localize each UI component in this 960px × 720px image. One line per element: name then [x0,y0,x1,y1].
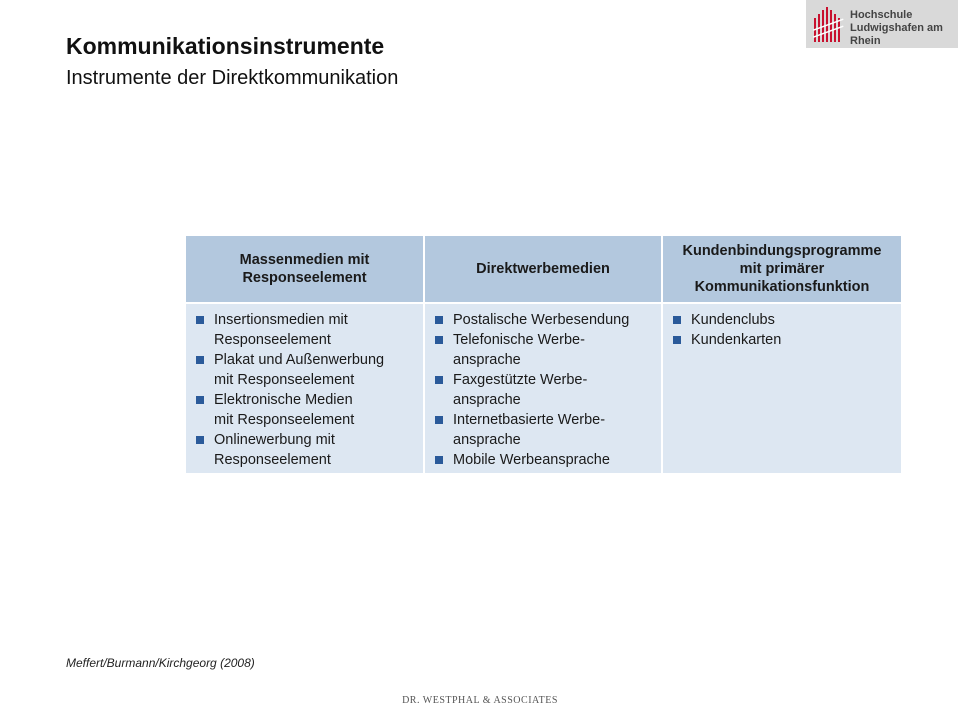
item-line: Responseelement [214,452,331,468]
table-header-col-1 [186,236,425,304]
table-header-col-2 [425,236,663,304]
square-bullet-icon [196,436,204,444]
communication-instruments-table [186,236,901,473]
square-bullet-icon [435,316,443,324]
item-line: Mobile Werbeansprache [453,452,610,468]
item-line: ansprache [453,392,521,408]
table-cell-col-3 [663,304,901,473]
slide-subtitle: Instrumente der Direktkommunikation [66,67,399,89]
square-bullet-icon [435,456,443,464]
item-line: ansprache [453,432,521,448]
item-line: Kundenclubs [691,312,775,328]
list-item [196,390,417,430]
list-item [673,310,895,330]
footer-text: DR. WESTPHAL & ASSOCIATES [402,695,558,706]
item-line: Telefonische Werbe- [453,332,585,348]
bullet-list [435,310,655,470]
item-line: Kundenkarten [691,332,782,348]
header-line: Massenmedien mit [239,252,370,268]
header-line: mit primärer [739,261,825,277]
table-header-col-3 [663,236,901,304]
header-line: Direktwerbemedien [476,261,610,277]
table-cell-col-2 [425,304,663,473]
list-item [435,330,655,370]
item-line: Faxgestützte Werbe- [453,372,588,388]
source-citation: Meffert/Burmann/Kirchgeorg (2008) [66,656,255,670]
list-item [196,350,417,390]
item-line: Postalische Werbesendung [453,312,630,328]
square-bullet-icon [435,416,443,424]
square-bullet-icon [673,316,681,324]
list-item [435,310,655,330]
item-line: Plakat und Außenwerbung [214,352,385,368]
item-line: mit Responseelement [214,412,355,428]
square-bullet-icon [196,396,204,404]
square-bullet-icon [435,336,443,344]
list-item [435,410,655,450]
list-item [435,450,655,470]
header-line: Kommunikationsfunktion [694,279,870,295]
item-line: Elektronische Medien [214,392,353,408]
slide-title: Kommunikationsinstrumente [66,33,385,59]
logo-line-2: Ludwigshafen am Rhein [850,22,943,47]
item-line: mit Responseelement [214,372,355,388]
square-bullet-icon [435,376,443,384]
header-line: Responseelement [242,270,367,286]
item-line: Internetbasierte Werbe- [453,412,606,428]
university-logo [806,0,958,48]
bullet-list [673,310,895,350]
bullet-list [196,310,417,470]
item-line: Onlinewerbung mit [214,432,335,448]
square-bullet-icon [673,336,681,344]
table-cell-col-1 [186,304,425,473]
list-item [196,310,417,350]
logo-line-1: Hochschule [850,9,913,21]
logo-text [850,9,958,48]
list-item [435,370,655,410]
list-item [673,330,895,350]
square-bullet-icon [196,316,204,324]
item-line: Insertionsmedien mit [214,312,348,328]
header-line: Kundenbindungsprogramme [682,243,882,259]
item-line: Responseelement [214,332,331,348]
university-logo-icon [812,4,844,44]
item-line: ansprache [453,352,521,368]
list-item [196,430,417,470]
square-bullet-icon [196,356,204,364]
